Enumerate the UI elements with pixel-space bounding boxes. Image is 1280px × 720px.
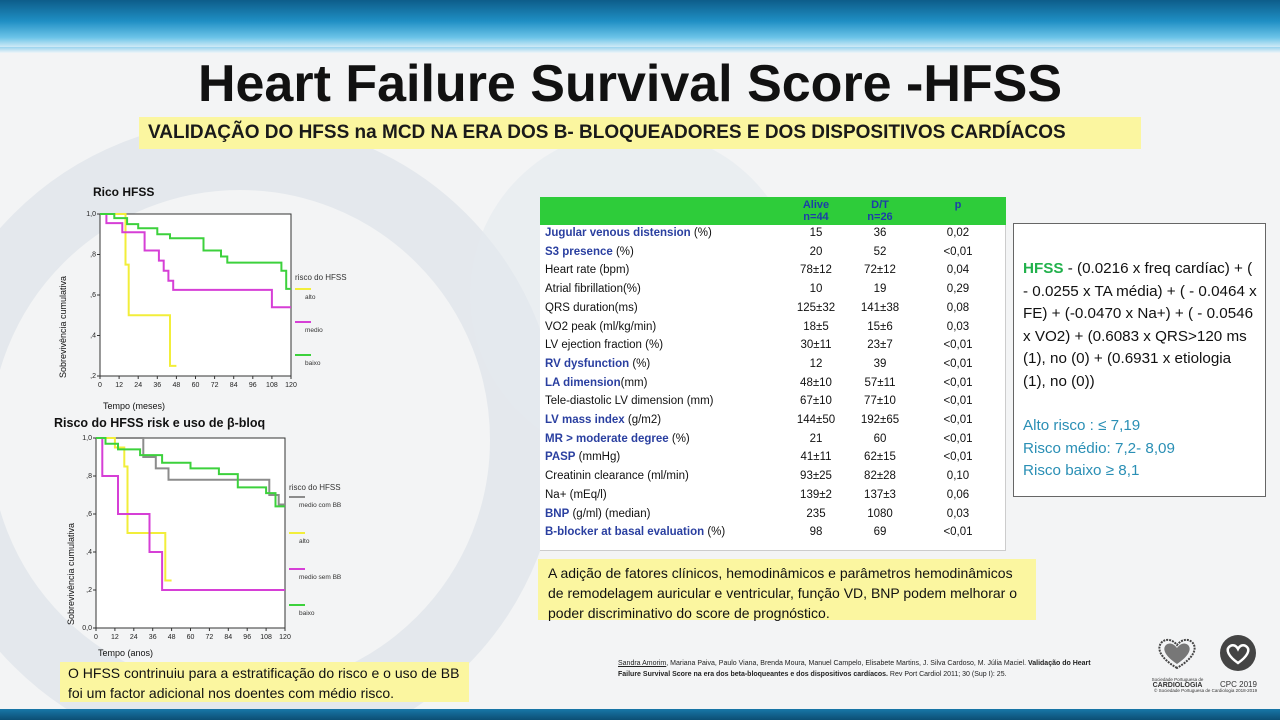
row-dt: 62±15 <box>864 451 896 464</box>
x-tick-label: 108 <box>266 382 278 389</box>
row-p: 0,08 <box>946 301 970 314</box>
row-dt: 15±6 <box>867 320 893 333</box>
table-row <box>540 281 1006 299</box>
row-p: <0,01 <box>943 395 973 408</box>
row-dt: 141±38 <box>860 301 900 314</box>
x-tick-label: 0 <box>98 382 102 389</box>
y-tick-label: 0,0 <box>82 625 92 632</box>
row-p: 0,02 <box>946 227 970 239</box>
x-tick-label: 120 <box>285 382 297 389</box>
table-row <box>540 262 1006 280</box>
hfss-formula-box <box>1013 223 1266 497</box>
x-tick-label: 84 <box>229 382 238 389</box>
row-label: LA dimension(mm) <box>545 376 648 389</box>
chart1-xlabel: Tempo (meses) <box>103 401 166 411</box>
row-alive: 125±32 <box>796 301 836 314</box>
x-tick-label: 60 <box>186 634 195 641</box>
table-row <box>540 412 1006 430</box>
row-dt: 36 <box>873 227 887 239</box>
ref-journal: Rev Port Cardiol 2011; 30 (Sup I): 25. <box>887 671 1007 678</box>
table-row <box>540 487 1006 505</box>
risk-low: Risco baixo ≥ 8,1 <box>1023 462 1140 479</box>
row-dt: 137±3 <box>864 488 896 501</box>
y-tick-label: 1,0 <box>82 435 92 442</box>
note-center: A adição de fatores clínicos, hemodinâmicos e parâmetros hemodinâmicos de remodelagem auricular e ventricular, função VD, BNP podem melhorar o poder discriminativo do score de prognóstico. <box>538 559 1036 620</box>
cpc-heart-icon <box>1211 634 1266 674</box>
y-tick-label: ,2 <box>86 587 92 594</box>
row-p: <0,01 <box>943 526 973 539</box>
risk-high: Alto risco : ≤ 7,19 <box>1023 417 1141 434</box>
row-p: <0,01 <box>943 414 973 426</box>
row-alive: 48±10 <box>800 376 832 389</box>
row-label: LV mass index (g/m2) <box>545 414 662 426</box>
row-alive: 30±11 <box>800 339 832 352</box>
row-p: 0,03 <box>946 320 970 333</box>
table-row <box>540 319 1006 337</box>
cpc-logo <box>1211 634 1266 694</box>
row-alive: 98 <box>809 526 823 539</box>
table-row <box>540 468 1006 486</box>
chart1-title: Rico HFSS <box>93 185 155 199</box>
table-row <box>540 506 1006 524</box>
x-tick-label: 72 <box>205 634 214 641</box>
row-p: 0,03 <box>946 507 970 520</box>
legend-label: baixo <box>305 360 321 367</box>
row-label: LV ejection fraction (%) <box>545 339 664 352</box>
row-dt: 23±7 <box>867 339 893 352</box>
row-label: Creatinin clearance (ml/min) <box>545 470 689 483</box>
legend-label: baixo <box>299 610 315 617</box>
table-row <box>540 300 1006 318</box>
row-dt: 82±28 <box>864 470 896 483</box>
row-alive: 20 <box>809 245 823 258</box>
y-tick-label: ,8 <box>86 473 92 480</box>
x-tick-label: 12 <box>115 382 123 389</box>
row-dt: 72±12 <box>864 264 896 277</box>
table-row <box>540 393 1006 411</box>
row-dt: 1080 <box>867 507 893 520</box>
row-label: Atrial fibrillation(%) <box>545 283 641 296</box>
risk-mid: Risco médio: 7,2- 8,09 <box>1023 439 1175 457</box>
row-p: <0,01 <box>943 376 973 389</box>
x-tick-label: 36 <box>148 634 157 641</box>
reference-citation <box>618 658 1098 680</box>
formula-text: - (0.0216 x freq cardíac) + ( - 0.0255 x TA média) + ( - 0.0464 x FE) + (-0.0470 x Na+) + ( - 0.0546 x VO2) + (0.6083 x QRS>120 ms (1), no (0) + (0.6931 x etiologia (1), no (0)) <box>1023 260 1257 390</box>
ref-authors: , Mariana Paiva, Paulo Viana, Brenda Moura, Manuel Campelo, Elisabete Martins, J. Silva Cardoso, M. Júlia Maciel. <box>666 660 1028 667</box>
row-dt: 77±10 <box>864 395 896 408</box>
row-label: S3 presence (%) <box>545 245 634 258</box>
row-dt: 192±65 <box>860 414 900 426</box>
row-p: <0,01 <box>943 357 973 370</box>
y-tick-label: ,6 <box>86 511 92 518</box>
slide-subtitle: VALIDAÇÃO DO HFSS na MCD NA ERA DOS B- BLOQUEADORES E DOS DISPOSITIVOS CARDÍACOS <box>139 117 1141 149</box>
y-tick-label: ,4 <box>90 332 96 340</box>
table-row <box>540 524 1006 542</box>
row-dt: 69 <box>873 526 887 539</box>
slide-title: Heart Failure Survival Score -HFSS <box>197 55 1063 113</box>
table-row <box>540 337 1006 355</box>
legend-label: medio <box>305 327 323 334</box>
chart2-survival-plot <box>60 430 380 660</box>
comparison-table <box>540 197 1006 551</box>
logo-footer: © Sociedade Portuguesa de Cardiologia 2018-2019 <box>1154 688 1258 693</box>
header-banner <box>0 0 1280 47</box>
x-tick-label: 0 <box>94 634 98 641</box>
legend-label: alto <box>305 294 316 301</box>
row-p: 0,06 <box>946 488 970 501</box>
row-alive: 15 <box>809 227 823 239</box>
row-label: QRS duration(ms) <box>545 301 638 314</box>
x-tick-label: 108 <box>260 634 272 641</box>
row-p: <0,01 <box>943 245 973 258</box>
row-dt: 60 <box>873 432 887 445</box>
legend-label: alto <box>299 538 310 545</box>
formula-hfss-label: HFSS <box>1023 260 1064 277</box>
chart2-ylabel: Sobrevivência cumulativa <box>66 522 76 625</box>
header-dt: D/T n=26 <box>867 199 893 223</box>
row-alive: 12 <box>809 357 823 370</box>
spc-sub: Sociedade Portuguesa de <box>1151 677 1204 682</box>
x-tick-label: 24 <box>134 382 143 389</box>
legend-title: risco do HFSS <box>289 483 341 492</box>
chart1-survival-plot <box>60 200 380 430</box>
row-alive: 10 <box>809 283 823 296</box>
row-alive: 18±5 <box>803 320 829 333</box>
table-row <box>540 375 1006 393</box>
row-alive: 67±10 <box>800 395 832 408</box>
footer-banner <box>0 709 1280 720</box>
row-alive: 144±50 <box>796 414 836 426</box>
row-alive: 235 <box>806 507 826 520</box>
chart2-title: Risco do HFSS risk e uso de β-bloq <box>54 416 266 430</box>
y-tick-label: ,8 <box>90 251 96 259</box>
x-tick-label: 96 <box>243 634 252 641</box>
x-tick-label: 120 <box>279 634 291 641</box>
row-p: <0,01 <box>943 339 973 352</box>
table-row <box>540 244 1006 262</box>
y-tick-label: ,2 <box>90 373 96 380</box>
row-alive: 78±12 <box>800 264 832 277</box>
row-alive: 41±11 <box>800 451 832 464</box>
x-tick-label: 48 <box>167 634 176 641</box>
x-tick-label: 36 <box>153 382 162 389</box>
row-alive: 21 <box>809 432 823 445</box>
row-label: RV dysfunction (%) <box>545 357 651 370</box>
row-p: 0,29 <box>946 283 970 296</box>
table-row <box>540 431 1006 449</box>
row-dt: 57±11 <box>864 376 896 389</box>
table-row <box>540 225 1006 243</box>
legend-label: medio sem BB <box>299 574 342 581</box>
spc-name: CARDIOLOGIA <box>1152 682 1203 689</box>
chart2-xlabel: Tempo (anos) <box>98 648 154 658</box>
row-label: Na+ (mEq/l) <box>545 488 607 501</box>
row-dt: 19 <box>873 283 887 296</box>
x-tick-label: 96 <box>248 382 257 389</box>
x-tick-label: 48 <box>172 382 181 389</box>
header-alive: Alive n=44 <box>802 199 830 223</box>
header-p: p <box>954 199 962 211</box>
chart1-ylabel: Sobrevivência cumulativa <box>58 275 68 378</box>
row-dt: 39 <box>873 357 887 370</box>
row-alive: 93±25 <box>800 470 832 483</box>
spc-logo <box>1150 634 1205 694</box>
cpc-label: CPC 2019 <box>1220 680 1257 689</box>
note-bottom: O HFSS contrinuiu para a estratificação do risco e o uso de BB foi um factor adicional nos doentes com médio risco. <box>60 662 469 702</box>
row-label: Heart rate (bpm) <box>545 264 630 277</box>
row-p: 0,04 <box>946 264 970 277</box>
row-label: VO2 peak (ml/kg/min) <box>545 320 657 333</box>
x-tick-label: 84 <box>224 634 233 641</box>
row-label: Jugular venous distension (%) <box>545 227 712 239</box>
row-dt: 52 <box>873 245 887 258</box>
x-tick-label: 12 <box>111 634 119 641</box>
table-row <box>540 356 1006 374</box>
row-p: 0,10 <box>946 470 970 483</box>
legend-title: risco do HFSS <box>295 273 347 282</box>
table-header <box>540 197 1006 225</box>
table-row <box>540 449 1006 467</box>
row-label: MR > moderate degree (%) <box>545 432 690 445</box>
row-alive: 139±2 <box>800 488 832 501</box>
row-p: <0,01 <box>943 451 973 464</box>
row-p: <0,01 <box>943 432 973 445</box>
row-label: PASP (mmHg) <box>545 451 621 464</box>
legend-label: medio com BB <box>299 502 342 509</box>
spc-heart-icon <box>1150 634 1205 674</box>
ref-author: Sandra Amorim <box>618 660 667 667</box>
row-label: BNP (g/ml) (median) <box>545 507 651 520</box>
y-tick-label: 1,0 <box>86 211 96 218</box>
y-tick-label: ,4 <box>86 549 92 556</box>
x-tick-label: 24 <box>129 634 138 641</box>
ref-title: Validação do Heart Failure Survival Score na era dos beta-bloqueantes e dos dispositivos cardíacos. <box>618 660 1091 678</box>
x-tick-label: 60 <box>191 382 200 389</box>
y-tick-label: ,6 <box>90 292 96 299</box>
row-label: B-blocker at basal evaluation (%) <box>545 526 726 539</box>
x-tick-label: 72 <box>210 382 219 389</box>
header-edge <box>0 47 1280 53</box>
row-label: Tele-diastolic LV dimension (mm) <box>545 395 714 408</box>
